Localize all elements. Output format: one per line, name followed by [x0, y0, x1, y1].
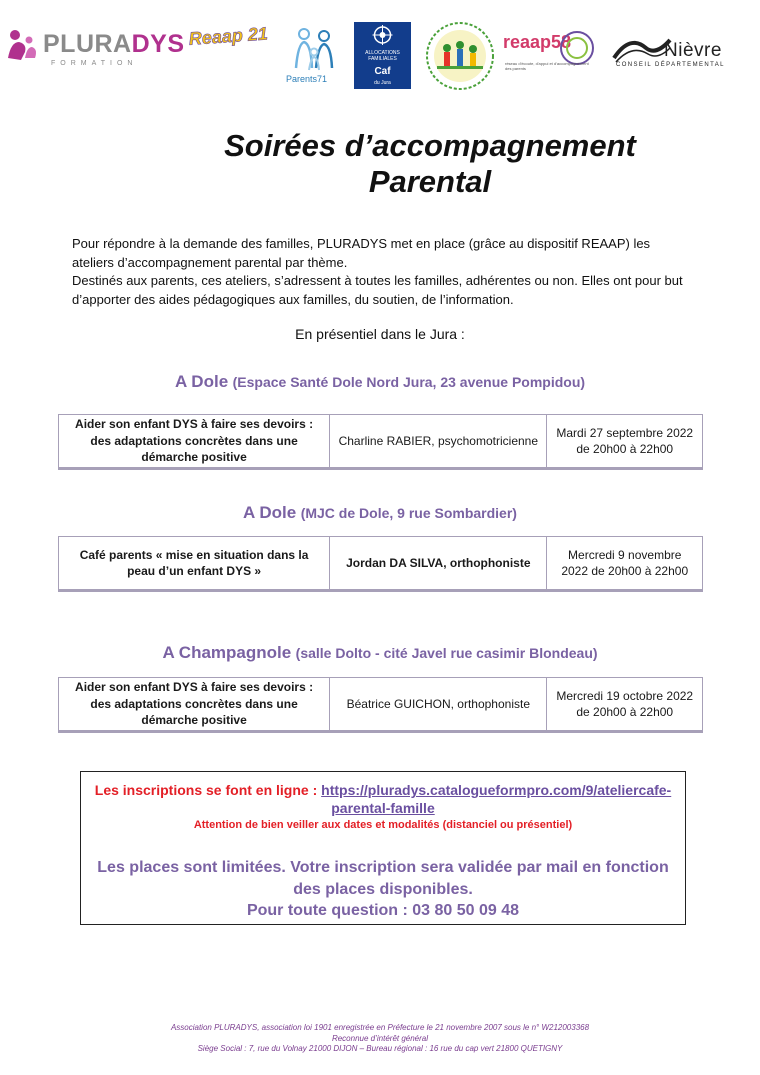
footer-line-2: Reconnue d’intérêt général — [331, 1033, 429, 1043]
session-3-heading — [0, 643, 760, 663]
session-speaker: Béatrice GUICHON, orthophoniste — [330, 678, 547, 730]
registration-link[interactable]: https://pluradys.catalogueformpro.com/9/ateliercafe- — [321, 782, 672, 798]
location-subhead: En présentiel dans le Jura : — [295, 326, 465, 342]
caf-emblem-icon — [354, 22, 411, 50]
caf-name: Caf — [374, 66, 391, 77]
session-date: Mardi 27 septembre 2022 de 20h00 à 22h00 — [556, 425, 694, 456]
registration-link-end[interactable]: parental-famille — [331, 800, 435, 816]
session-date: Mercredi 19 octobre 2022 de 20h00 à 22h00 — [556, 688, 694, 719]
pluradys-wordmark: PLURADYS — [43, 30, 185, 58]
session-city: A Champagnole — [162, 643, 292, 662]
nievre-subtitle: CONSEIL DÉPARTEMENTAL — [616, 62, 725, 68]
registration-lead-text: Les inscriptions se font en ligne : — [94, 782, 318, 798]
title-line-2: Parental — [368, 164, 492, 199]
family-figures-icon — [284, 22, 344, 74]
reaap21-logo: Reaap 21 — [188, 23, 269, 49]
intro-paragraph-2: Destinés aux parents, ces ateliers, s’adressent à toutes les familles, adhérentes ou non. Elles ont pour but d’apporter des aides pédagogiques aux familles, du soutien, de l’information. — [72, 273, 683, 307]
caf-logo — [354, 22, 411, 89]
session-speaker: Charline RABIER, psychomotricienne — [330, 415, 547, 467]
page-title — [180, 128, 680, 200]
nievre-wave-icon — [612, 34, 672, 64]
caf-subtitle: du Jura — [374, 80, 391, 86]
title-line-1: Soirées d’accompagnement — [224, 128, 636, 163]
session-date: Mercredi 9 novembre 2022 de 20h00 à 22h00 — [561, 547, 689, 578]
session-venue: (MJC de Dole, 9 rue Sombardier) — [300, 505, 517, 521]
session-city: A Dole — [174, 372, 229, 391]
limited-places-text: Les places sont limitées. Votre inscription sera validée par mail en fonction des places disponibles. — [97, 859, 669, 898]
session-topic: Aider son enfant DYS à faire ses devoirs : des adaptations concrètes dans une démarche positive — [59, 678, 330, 730]
reaap-circle-logo — [423, 20, 497, 92]
reaap-families-icon — [423, 20, 497, 92]
intro-text — [72, 235, 692, 309]
registration-box — [80, 771, 686, 925]
registration-link-continued — [81, 800, 685, 816]
pluradys-subtitle: FORMATION — [51, 60, 138, 67]
pluradys-logo — [5, 24, 185, 72]
registration-lead — [81, 782, 685, 798]
caf-allocations-text: ALLOCATIONS FAMILIALES — [365, 50, 400, 62]
session-3-table — [58, 677, 703, 733]
session-speaker: Jordan DA SILVA, orthophoniste — [330, 537, 547, 589]
footer — [0, 1023, 760, 1055]
contact-phone-text: Pour toute question : 03 80 50 09 48 — [246, 902, 520, 919]
session-venue: (Espace Santé Dole Nord Jura, 23 avenue Pompidou) — [232, 374, 586, 390]
session-venue: (salle Dolto - cité Javel rue casimir Blondeau) — [295, 645, 598, 661]
footer-line-3: Siège Social : 7, rue du Volnay 21000 DIJON – Bureau régional : 16 rue du cap vert 21800 QUETIGNY — [197, 1044, 563, 1053]
registration-warning: Attention de bien veiller aux dates et modalités (distanciel ou présentiel) — [193, 819, 573, 831]
session-city: A Dole — [243, 503, 297, 522]
session-topic: Aider son enfant DYS à faire ses devoirs : des adaptations concrètes dans une démarche positive — [59, 415, 330, 467]
partner-logos — [0, 18, 760, 93]
nievre-wordmark: Nièvre — [664, 40, 722, 61]
session-1-heading — [0, 372, 760, 392]
intro-paragraph-1: Pour répondre à la demande des familles, PLURADYS met en place (grâce au dispositif REAAP) les ateliers d’accompagnement parental par thème. — [72, 236, 651, 270]
session-2-heading — [0, 503, 760, 523]
reaap58-logo — [503, 28, 601, 76]
reaap58-tagline: réseau d'écoute, d'appui et d'accompagnement des parents — [505, 61, 589, 71]
parents71-logo — [284, 22, 344, 88]
session-2-table — [58, 536, 703, 592]
footer-line-1: Association PLURADYS, association loi 1901 enregistrée en Préfecture le 21 novembre 2007 sous le n° W212003368 — [170, 1023, 590, 1032]
nievre-logo — [612, 32, 742, 76]
session-1-table — [58, 414, 703, 470]
parents71-label: Parents71 — [286, 74, 328, 84]
session-topic: Café parents « mise en situation dans la peau d’un enfant DYS » — [59, 537, 330, 589]
reaap58-wordmark: reaap58 — [503, 32, 572, 52]
pluradys-figure-icon — [5, 28, 41, 62]
